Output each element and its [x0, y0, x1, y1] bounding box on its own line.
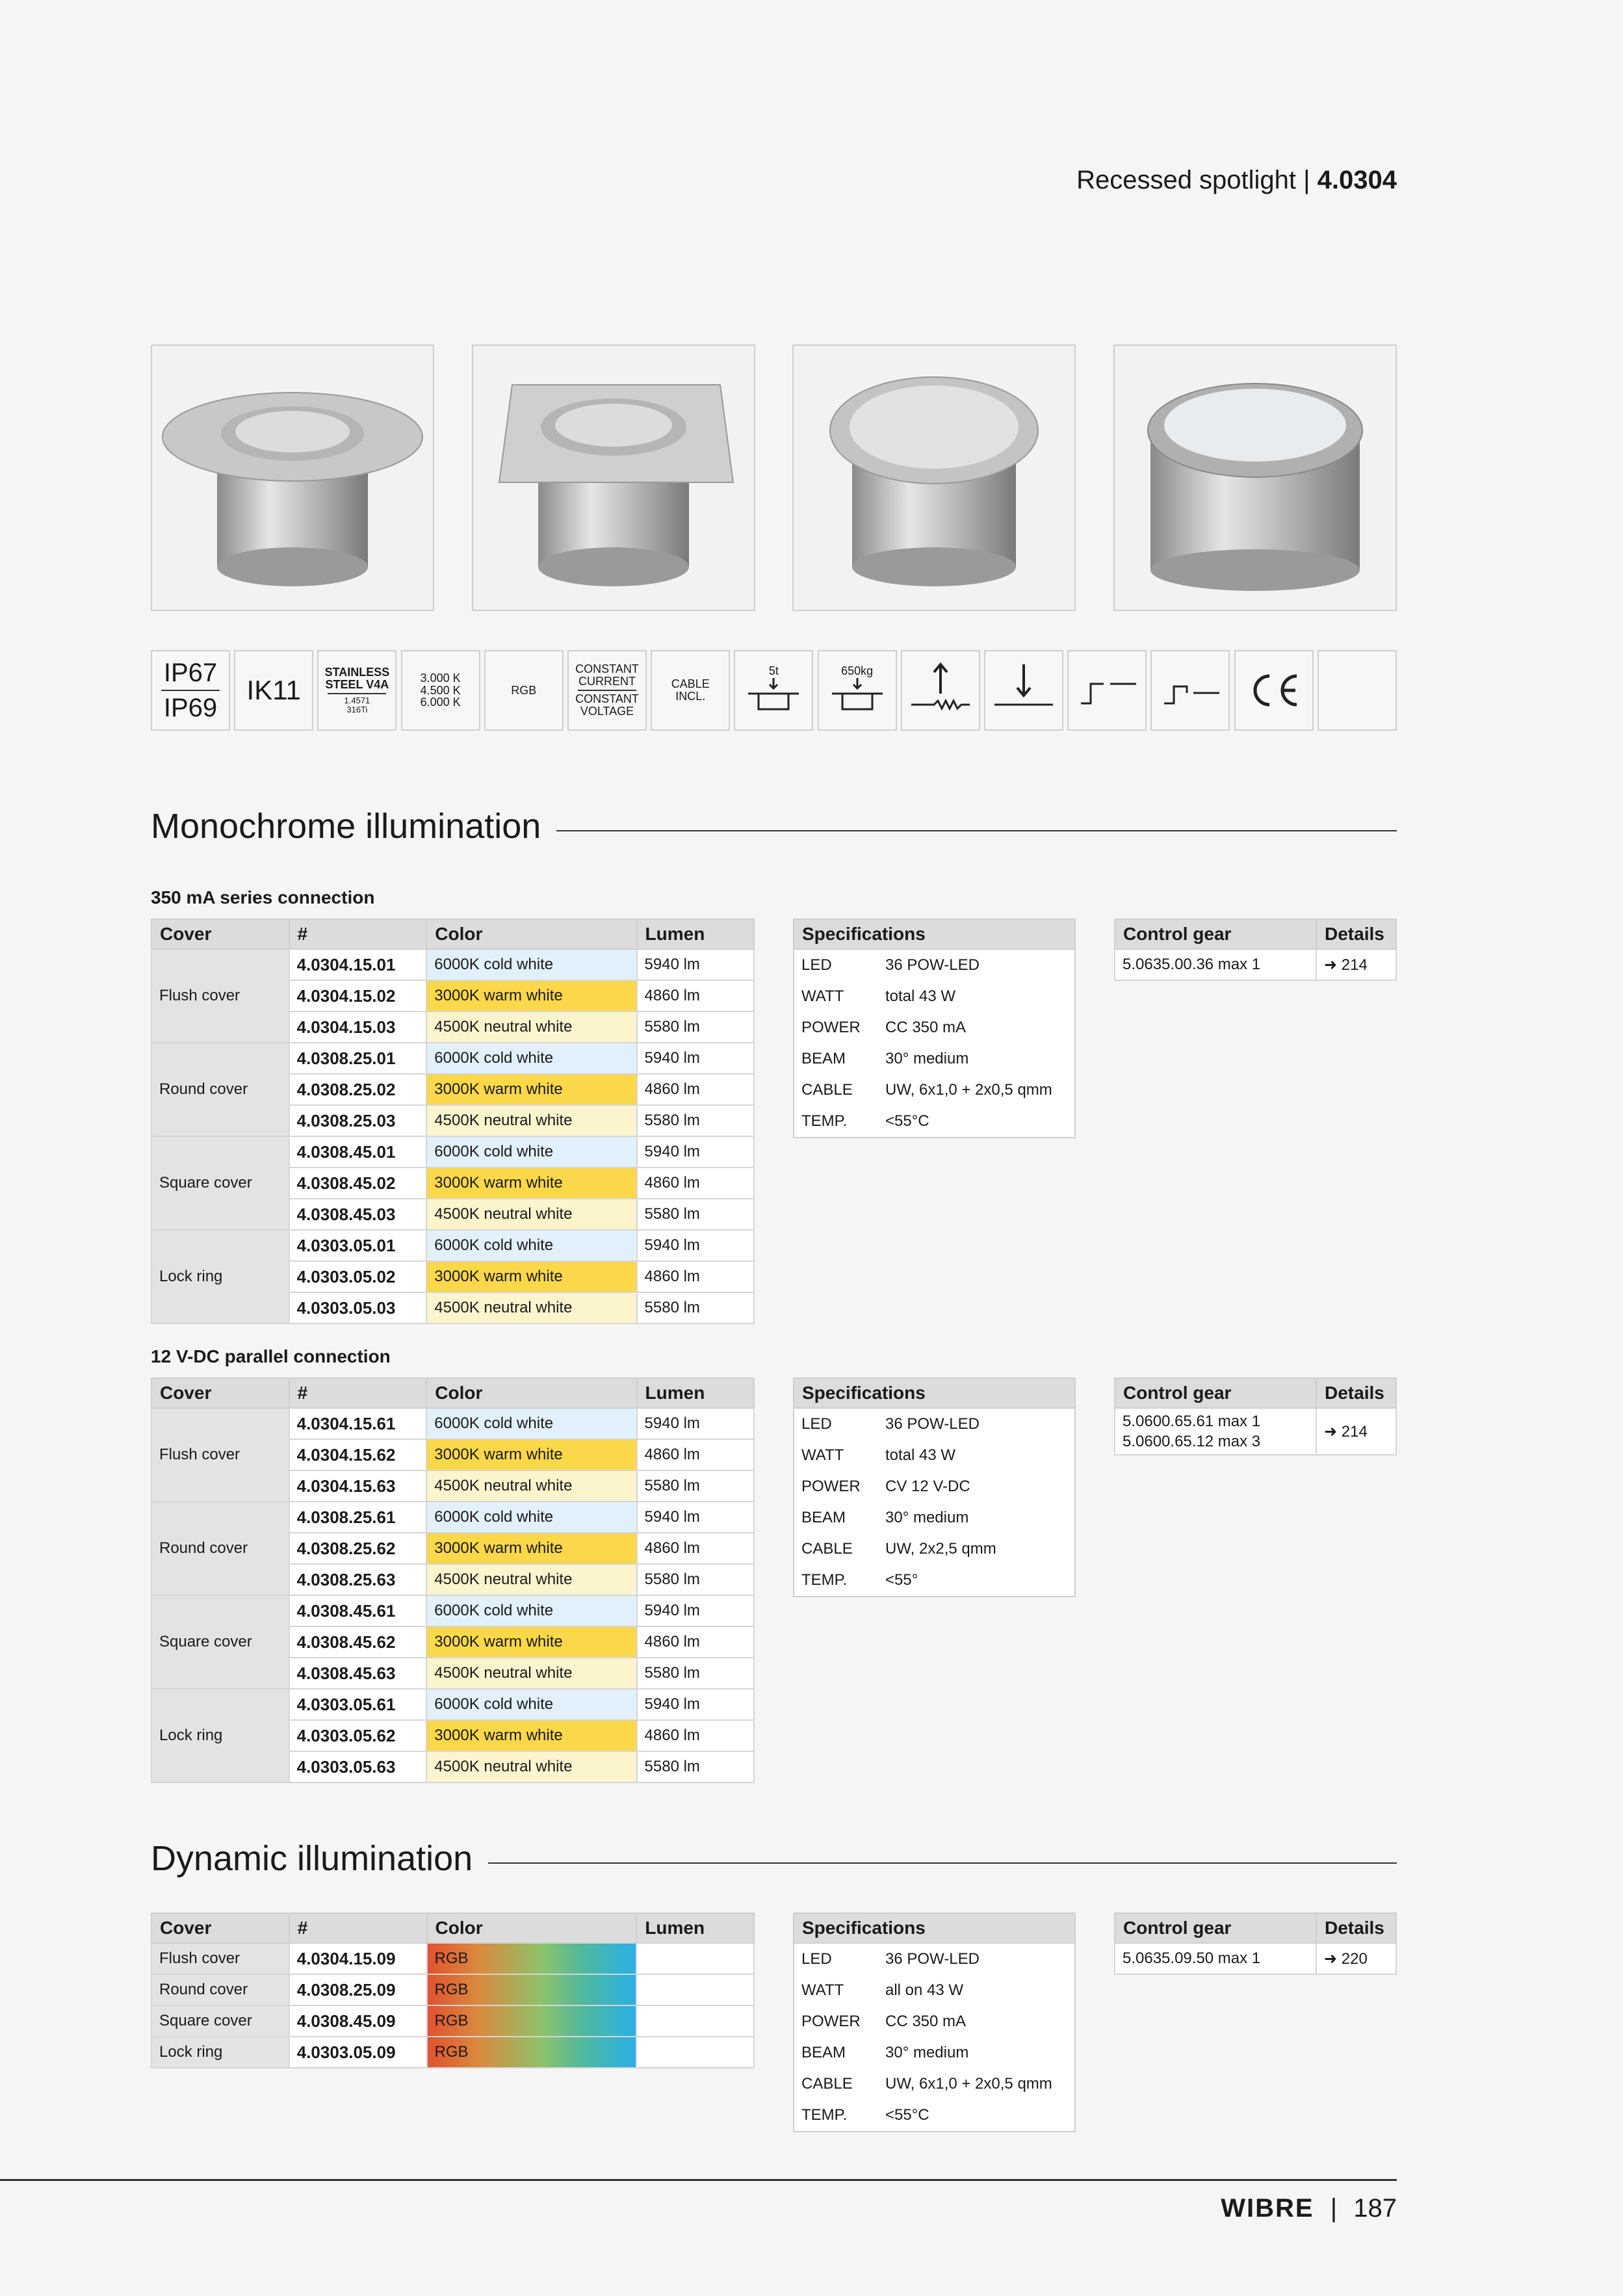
- spec-label: POWER: [794, 1471, 878, 1502]
- gear-header: Control gear: [1115, 1378, 1316, 1408]
- details-header: Details: [1316, 1913, 1396, 1943]
- lumen-cell: [636, 1974, 754, 2005]
- dynamic-control-gear-table: [1114, 1912, 1397, 1975]
- table-row: [151, 1136, 754, 1168]
- col-lumen: Lumen: [637, 1378, 754, 1408]
- rgb-icon: RGB: [484, 650, 564, 731]
- spec-row: [794, 2006, 1075, 2037]
- article-number: 4.0304.15.61: [289, 1408, 427, 1439]
- lumen-cell: 5940 lm: [637, 1408, 754, 1439]
- spec-label: CABLE: [794, 1533, 878, 1565]
- gear-row: 5.0635.00.36 max 1 ➜ 214: [1115, 949, 1396, 980]
- spec-row: [794, 981, 1075, 1012]
- spec-value: 30° medium: [878, 2037, 1075, 2068]
- spec-label: BEAM: [794, 2037, 878, 2068]
- parallel-spec-table: [793, 1377, 1076, 1597]
- parallel-connection-subtitle: 12 V-DC parallel connection: [151, 1346, 391, 1366]
- table-row: [151, 1230, 754, 1261]
- spec-row: [794, 1440, 1075, 1471]
- article-number: 4.0308.45.01: [289, 1136, 427, 1168]
- article-number: 4.0308.25.62: [289, 1533, 427, 1564]
- lumen-cell: 5580 lm: [637, 1199, 754, 1230]
- spec-label: WATT: [794, 1975, 878, 2006]
- footer-divider: [0, 2179, 1397, 2181]
- flush-mount-icon: [1067, 650, 1147, 731]
- spec-value: 36 POW-LED: [878, 1943, 1075, 1975]
- spec-value: 36 POW-LED: [878, 949, 1075, 981]
- color-cell: 4500K neutral white: [426, 1470, 636, 1502]
- spec-row: [794, 1533, 1075, 1565]
- feature-icons: [151, 650, 1397, 731]
- spec-label: POWER: [794, 2006, 878, 2037]
- ce-mark-icon: [1234, 650, 1314, 731]
- article-number: 4.0308.45.62: [289, 1626, 427, 1658]
- color-cell: 6000K cold white: [426, 1502, 636, 1533]
- spec-value: <55°: [878, 1565, 1075, 1597]
- lumen-cell: 5940 lm: [637, 1136, 754, 1168]
- spec-label: CABLE: [794, 2068, 878, 2100]
- product-photos: [151, 345, 1397, 611]
- spec-label: LED: [794, 949, 878, 981]
- dynamic-product-table: [151, 1912, 755, 2068]
- cover-cell: Flush cover: [151, 1408, 289, 1502]
- color-cell: 6000K cold white: [426, 1043, 636, 1074]
- table-row: [151, 949, 754, 980]
- article-number: 4.0308.45.63: [289, 1658, 427, 1689]
- cable-included-icon: CABLE INCL.: [651, 650, 730, 731]
- downward-light-icon: [984, 650, 1063, 731]
- spec-value: total 43 W: [878, 981, 1075, 1012]
- lumen-cell: 5580 lm: [637, 1751, 754, 1782]
- col-color: Color: [426, 919, 636, 949]
- lumen-cell: [636, 2005, 754, 2037]
- upward-light-icon: [901, 650, 980, 731]
- spec-value: UW, 6x1,0 + 2x0,5 qmm: [878, 1075, 1075, 1106]
- cover-cell: Round cover: [151, 1043, 289, 1136]
- color-cell: 3000K warm white: [426, 1439, 636, 1470]
- color-cell: RGB: [427, 2037, 637, 2068]
- article-number: 4.0303.05.03: [289, 1292, 427, 1324]
- series-control-gear-table: [1114, 919, 1397, 981]
- color-cell: 3000K warm white: [426, 1533, 636, 1564]
- spec-value: UW, 6x1,0 + 2x0,5 qmm: [878, 2068, 1075, 2100]
- article-number: 4.0308.45.03: [289, 1199, 427, 1230]
- color-temperature-icon: 3.000 K 4.500 K 6.000 K: [401, 650, 480, 731]
- article-number: 4.0308.45.09: [289, 2005, 427, 2037]
- spec-row: [794, 2037, 1075, 2068]
- brand-logo: WIBRE: [1221, 2194, 1314, 2223]
- article-number: 4.0304.15.63: [289, 1470, 427, 1502]
- color-cell: 3000K warm white: [426, 1074, 636, 1105]
- article-number: 4.0308.25.01: [289, 1043, 427, 1074]
- spec-value: <55°C: [878, 1106, 1075, 1138]
- color-cell: 3000K warm white: [426, 1626, 636, 1658]
- lumen-cell: 4860 lm: [637, 1074, 754, 1105]
- details-link[interactable]: ➜ 220: [1316, 1943, 1396, 1974]
- article-number: 4.0308.25.63: [289, 1564, 427, 1595]
- article-number: 4.0308.25.61: [289, 1502, 427, 1533]
- product-photo-lockring: [1113, 345, 1397, 611]
- color-cell: 6000K cold white: [426, 1230, 636, 1261]
- color-cell: 4500K neutral white: [426, 1751, 636, 1782]
- cover-cell: Lock ring: [151, 1230, 289, 1324]
- cover-cell: Square cover: [151, 2005, 289, 2037]
- spec-label: TEMP.: [794, 1106, 878, 1138]
- lumen-cell: 4860 lm: [637, 980, 754, 1011]
- spec-row: [794, 1075, 1075, 1106]
- color-cell: 6000K cold white: [426, 1595, 636, 1626]
- article-number: 4.0304.15.03: [289, 1011, 427, 1043]
- parallel-control-gear-table: [1114, 1377, 1397, 1455]
- ik-rating-icon: IK11: [234, 650, 313, 731]
- lumen-cell: 5940 lm: [637, 1595, 754, 1626]
- product-photo-square: [472, 345, 755, 611]
- table-row: [151, 2037, 754, 2068]
- article-number: 4.0308.25.02: [289, 1074, 427, 1105]
- lumen-cell: 5580 lm: [637, 1658, 754, 1689]
- table-row: [151, 1502, 754, 1533]
- color-cell: RGB: [427, 1943, 637, 1974]
- color-cell: 4500K neutral white: [426, 1658, 636, 1689]
- spec-row: [794, 2068, 1075, 2100]
- spec-row: [794, 1502, 1075, 1533]
- table-row: [151, 1408, 754, 1439]
- gear-header: Control gear: [1115, 919, 1316, 949]
- ip-rating-icon: IP67 IP69: [151, 650, 230, 731]
- col-cover: Cover: [151, 919, 289, 949]
- gear-row: 5.0635.09.50 max 1 ➜ 220: [1115, 1943, 1396, 1974]
- article-number: 4.0303.05.09: [289, 2037, 427, 2068]
- series-product-table: [151, 919, 755, 1324]
- article-number: 4.0308.45.02: [289, 1168, 427, 1199]
- lumen-cell: 5940 lm: [637, 949, 754, 980]
- cover-cell: Lock ring: [151, 1689, 289, 1782]
- article-number: 4.0303.05.62: [289, 1720, 427, 1751]
- product-photo-round: [792, 345, 1076, 611]
- cover-cell: Square cover: [151, 1595, 289, 1689]
- page-footer: WIBRE | 187: [1221, 2194, 1397, 2223]
- color-cell: RGB: [427, 2005, 637, 2037]
- lumen-cell: 4860 lm: [637, 1168, 754, 1199]
- header-code: 4.0304: [1317, 166, 1397, 194]
- lumen-cell: 4860 lm: [637, 1720, 754, 1751]
- lumen-cell: 5580 lm: [637, 1011, 754, 1043]
- series-spec-table: [793, 919, 1076, 1138]
- color-cell: 4500K neutral white: [426, 1011, 636, 1043]
- spec-row: [794, 1408, 1075, 1440]
- spec-label: BEAM: [794, 1043, 878, 1075]
- spec-label: BEAM: [794, 1502, 878, 1533]
- header-title: Recessed spotlight |: [1076, 166, 1318, 194]
- col-number: #: [289, 1378, 427, 1408]
- spec-label: CABLE: [794, 1075, 878, 1106]
- spec-label: POWER: [794, 1012, 878, 1043]
- color-cell: 3000K warm white: [426, 1720, 636, 1751]
- spec-value: total 43 W: [878, 1440, 1075, 1471]
- color-cell: 6000K cold white: [426, 1408, 636, 1439]
- lumen-cell: 5940 lm: [637, 1502, 754, 1533]
- article-number: 4.0303.05.63: [289, 1751, 427, 1782]
- col-cover: Cover: [151, 1378, 289, 1408]
- lumen-cell: 5580 lm: [637, 1292, 754, 1324]
- lumen-cell: 5940 lm: [637, 1230, 754, 1261]
- spec-header: Specifications: [794, 1913, 1075, 1943]
- col-color: Color: [427, 1913, 637, 1943]
- col-cover: Cover: [151, 1913, 289, 1943]
- col-lumen: Lumen: [636, 1913, 754, 1943]
- monochrome-section-title: Monochrome illumination: [151, 806, 1397, 846]
- lumen-cell: 4860 lm: [637, 1261, 754, 1292]
- spec-row: [794, 1043, 1075, 1075]
- col-lumen: Lumen: [637, 919, 754, 949]
- product-photo-flush: [151, 345, 434, 611]
- surface-mount-icon: [1150, 650, 1230, 731]
- article-number: 4.0304.15.09: [289, 1943, 427, 1974]
- lumen-cell: 5580 lm: [637, 1564, 754, 1595]
- page-header: [975, 166, 1397, 195]
- spec-value: 30° medium: [878, 1043, 1075, 1075]
- spec-label: TEMP.: [794, 1565, 878, 1597]
- article-number: 4.0304.15.01: [289, 949, 427, 980]
- color-cell: 6000K cold white: [426, 1136, 636, 1168]
- spec-value: CC 350 mA: [878, 2006, 1075, 2037]
- details-link[interactable]: ➜ 214: [1316, 1408, 1396, 1455]
- stainless-steel-icon: STAINLESS STEEL V4A 1.4571 316Ti: [317, 650, 396, 731]
- details-header: Details: [1316, 1378, 1396, 1408]
- dynamic-spec-table: [793, 1912, 1076, 2132]
- cover-cell: Round cover: [151, 1974, 289, 2005]
- gear-row: 5.0600.65.61 max 1 5.0600.65.12 max 3 ➜ 214: [1115, 1408, 1396, 1455]
- color-cell: 4500K neutral white: [426, 1292, 636, 1324]
- cover-cell: Flush cover: [151, 1943, 289, 1974]
- col-color: Color: [426, 1378, 636, 1408]
- parallel-product-table: [151, 1377, 755, 1783]
- cover-cell: Lock ring: [151, 2037, 289, 2068]
- cover-cell: Round cover: [151, 1502, 289, 1595]
- table-row: [151, 1689, 754, 1720]
- lumen-cell: 4860 lm: [637, 1533, 754, 1564]
- table-row: [151, 1974, 754, 2005]
- article-number: 4.0308.45.61: [289, 1595, 427, 1626]
- color-cell: 6000K cold white: [426, 1689, 636, 1720]
- spec-row: [794, 1471, 1075, 1502]
- spec-header: Specifications: [794, 1378, 1075, 1408]
- spec-value: 30° medium: [878, 1502, 1075, 1533]
- spec-header: Specifications: [794, 919, 1075, 949]
- lumen-cell: 4860 lm: [637, 1626, 754, 1658]
- article-number: 4.0303.05.01: [289, 1230, 427, 1261]
- lumen-cell: 4860 lm: [637, 1439, 754, 1470]
- constant-current-voltage-icon: CONSTANT CURRENT CONSTANT VOLTAGE: [567, 650, 647, 731]
- lumen-cell: 5580 lm: [637, 1105, 754, 1136]
- color-cell: 3000K warm white: [426, 980, 636, 1011]
- table-row: [151, 1943, 754, 1974]
- spec-row: [794, 1012, 1075, 1043]
- spec-value: CV 12 V-DC: [878, 1471, 1075, 1502]
- spec-value: CC 350 mA: [878, 1012, 1075, 1043]
- details-header: Details: [1316, 919, 1396, 949]
- table-row: [151, 1595, 754, 1626]
- spec-row: [794, 949, 1075, 981]
- col-number: #: [289, 1913, 427, 1943]
- cover-cell: Flush cover: [151, 949, 289, 1043]
- spec-label: WATT: [794, 1440, 878, 1471]
- series-connection-subtitle: 350 mA series connection: [151, 887, 375, 907]
- details-link[interactable]: ➜ 214: [1316, 949, 1396, 980]
- empty-icon-slot: [1318, 650, 1397, 731]
- color-cell: 4500K neutral white: [426, 1564, 636, 1595]
- color-cell: RGB: [427, 1974, 637, 2005]
- color-cell: 4500K neutral white: [426, 1199, 636, 1230]
- spec-row: [794, 1943, 1075, 1975]
- article-number: 4.0303.05.02: [289, 1261, 427, 1292]
- walk-over-load-650kg-icon: 650kg: [818, 650, 897, 731]
- article-number: 4.0308.25.03: [289, 1105, 427, 1136]
- table-row: [151, 1043, 754, 1074]
- spec-value: <55°C: [878, 2100, 1075, 2132]
- color-cell: 3000K warm white: [426, 1168, 636, 1199]
- lumen-cell: 5940 lm: [637, 1689, 754, 1720]
- article-number: 4.0303.05.61: [289, 1689, 427, 1720]
- gear-header: Control gear: [1115, 1913, 1316, 1943]
- lumen-cell: [636, 2037, 754, 2068]
- spec-label: LED: [794, 1408, 878, 1440]
- spec-row: [794, 2100, 1075, 2132]
- spec-label: WATT: [794, 981, 878, 1012]
- table-row: [151, 2005, 754, 2037]
- spec-row: [794, 1106, 1075, 1138]
- spec-row: [794, 1565, 1075, 1597]
- spec-label: LED: [794, 1943, 878, 1975]
- cover-cell: Square cover: [151, 1136, 289, 1230]
- spec-value: UW, 2x2,5 qmm: [878, 1533, 1075, 1565]
- color-cell: 3000K warm white: [426, 1261, 636, 1292]
- col-number: #: [289, 919, 427, 949]
- dynamic-section-title: Dynamic illumination: [151, 1838, 1397, 1879]
- article-number: 4.0304.15.62: [289, 1439, 427, 1470]
- article-number: 4.0308.25.09: [289, 1974, 427, 2005]
- spec-row: [794, 1975, 1075, 2006]
- lumen-cell: 5580 lm: [637, 1470, 754, 1502]
- drive-over-load-5t-icon: 5t: [734, 650, 813, 731]
- spec-label: TEMP.: [794, 2100, 878, 2132]
- color-cell: 4500K neutral white: [426, 1105, 636, 1136]
- lumen-cell: [636, 1943, 754, 1974]
- article-number: 4.0304.15.02: [289, 980, 427, 1011]
- page-number: 187: [1353, 2194, 1397, 2223]
- spec-value: 36 POW-LED: [878, 1408, 1075, 1440]
- spec-value: all on 43 W: [878, 1975, 1075, 2006]
- color-cell: 6000K cold white: [426, 949, 636, 980]
- lumen-cell: 5940 lm: [637, 1043, 754, 1074]
